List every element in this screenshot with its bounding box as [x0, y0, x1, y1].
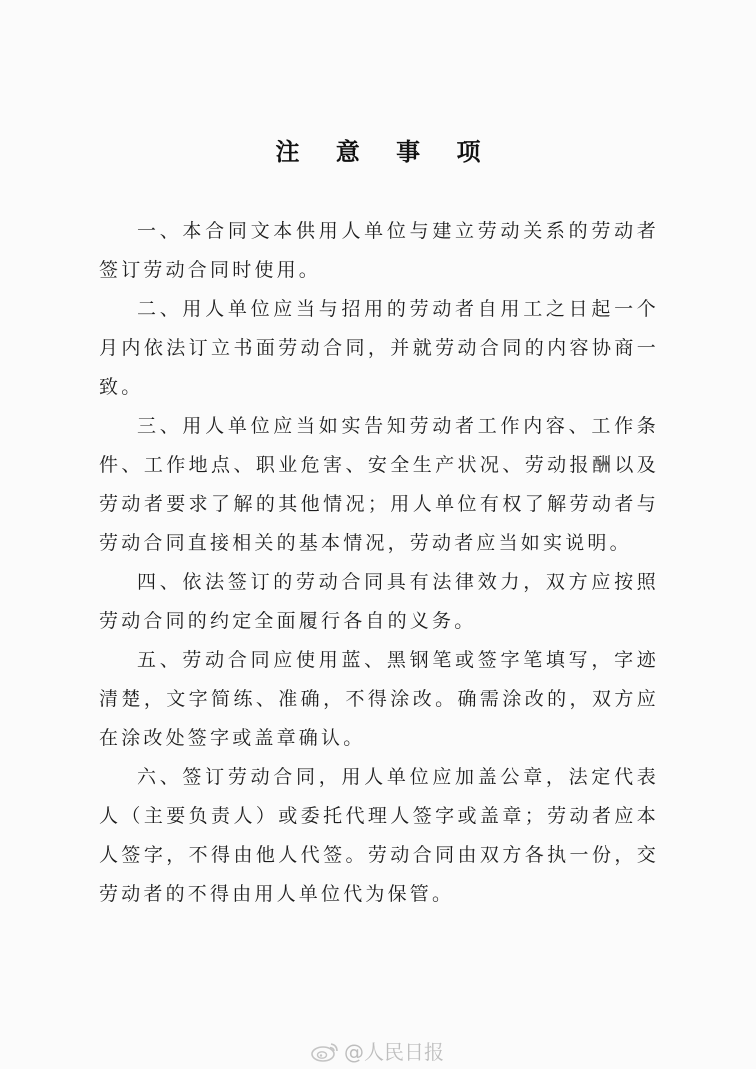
notice-item-3: 三、用人单位应当如实告知劳动者工作内容、工作条件、工作地点、职业危害、安全生产状况、劳动报酬以及劳动者要求了解的其他情况；用人单位有权了解劳动者与劳动合同直接相关的基本情况，劳动者应当如实说明。 [99, 415, 659, 554]
notice-item-2: 二、用人单位应当与招用的劳动者自用工之日起一个月内依法订立书面劳动合同，并就劳动合同的内容协商一致。 [99, 298, 659, 398]
watermark [310, 1036, 444, 1065]
notice-item-6: 六、签订劳动合同，用人单位应加盖公章，法定代表人（主要负责人）或委托代理人签字或盖章；劳动者应本人签字，不得由他人代签。劳动合同由双方各执一份，交劳动者的不得由用人单位代为保管。 [99, 766, 659, 905]
notice-item-4: 四、依法签订的劳动合同具有法律效力，双方应按照劳动合同的约定全面履行各自的义务。 [99, 571, 659, 632]
notice-item-5: 五、劳动合同应使用蓝、黑钢笔或签字笔填写，字迹清楚，文字简练、准确，不得涂改。确需涂改的，双方应在涂改处签字或盖章确认。 [99, 649, 659, 749]
watermark-text: @人民日报 [344, 1040, 444, 1064]
page-title: 注 意 事 项 [275, 137, 495, 166]
notice-item-1: 一、本合同文本供用人单位与建立劳动关系的劳动者签订劳动合同时使用。 [99, 220, 659, 281]
notice-list [99, 212, 659, 914]
weibo-logo-icon [310, 1040, 340, 1062]
